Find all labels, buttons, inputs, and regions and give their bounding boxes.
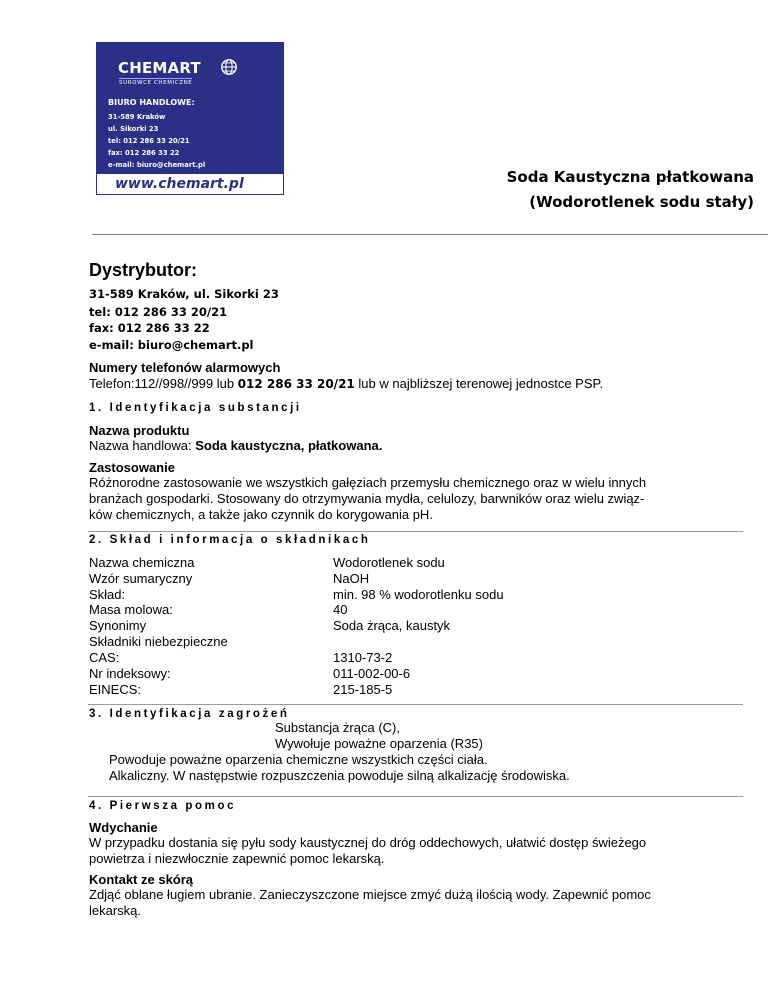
composition-value: Soda żrąca, kaustyk: [333, 618, 451, 633]
composition-value: min. 98 % wodorotlenku sodu: [333, 587, 504, 602]
use-heading: Zastosowanie: [89, 460, 175, 475]
product-name-heading: Nazwa produktu: [89, 423, 190, 438]
composition-value: NaOH: [333, 571, 370, 586]
emergency-phone: 012 286 33 20/21: [237, 377, 355, 391]
document-title: Soda Kaustyczna płatkowana: [506, 168, 754, 186]
composition-label: Skład:: [89, 587, 126, 602]
logo-office-title: BIURO HANDLOWE:: [108, 98, 195, 107]
section-divider: [88, 796, 743, 797]
composition-label: Nr indeksowy:: [89, 666, 171, 681]
globe-icon: [220, 58, 238, 76]
section-3-heading: 3. Identyfikacja zagrożeń: [89, 708, 290, 720]
section-4-heading: 4. Pierwsza pomoc: [89, 800, 237, 812]
composition-label: Wzór sumaryczny: [89, 571, 193, 586]
composition-label: CAS:: [89, 650, 120, 665]
inhalation-text-line: W przypadku dostania się pyłu sody kaustycznej do dróg oddechowych, ułatwić dostęp świeżego: [89, 835, 647, 850]
skin-contact-text-line: lekarską.: [89, 903, 142, 918]
distributor-email: e-mail: biuro@chemart.pl: [89, 338, 254, 352]
section-1-heading: 1. Identyfikacja substancji: [89, 402, 302, 414]
hazard-line: Substancja żrąca (C),: [275, 720, 400, 735]
skin-contact-text-line: Zdjąć oblane ługiem ubranie. Zanieczyszczone miejsce zmyć dużą ilością wody. Zapewnić pomoc: [89, 887, 651, 902]
composition-value: 215-185-5: [333, 682, 393, 697]
document-subtitle: (Wodorotlenek sodu stały): [529, 193, 754, 211]
composition-label: Masa molowa:: [89, 602, 173, 617]
composition-value: 40: [333, 602, 348, 617]
hazard-line: Powoduje poważne oparzenia chemiczne wszystkich części ciała.: [109, 752, 488, 767]
distributor-heading: Dystrybutor:: [89, 260, 198, 280]
hazard-line: Wywołuje poważne oparzenia (R35): [275, 736, 483, 751]
logo-address-line: ul. Sikorki 23: [108, 125, 159, 133]
distributor-address: 31-589 Kraków, ul. Sikorki 23: [89, 287, 279, 301]
use-text-line: branżach gospodarki. Stosowany do otrzymywania mydła, celulozy, barwników oraz wielu związ-: [89, 491, 645, 506]
distributor-phone: tel: 012 286 33 20/21: [89, 305, 228, 319]
section-divider: [88, 704, 743, 705]
composition-label: EINECS:: [89, 682, 142, 697]
composition-value: 1310-73-2: [333, 650, 393, 665]
logo-brand: CHEMART: [118, 59, 201, 77]
header-divider: [92, 234, 768, 235]
inhalation-heading: Wdychanie: [89, 820, 158, 835]
logo-website: www.chemart.pl: [115, 176, 244, 192]
trade-name: Soda kaustyczna, płatkowana.: [195, 438, 383, 453]
use-text-line: ków chemicznych, a także jako czynnik do korygowania pH.: [89, 507, 433, 522]
composition-label: Nazwa chemiczna: [89, 555, 195, 570]
use-text-line: Różnorodne zastosowanie we wszystkich gałęziach przemysłu chemicznego oraz w wielu innych: [89, 475, 647, 490]
emergency-text: Telefon:112//998//999 lub 012 286 33 20/21 lub w najbliższej terenowej jednostce PSP.: [89, 376, 604, 391]
distributor-fax: fax: 012 286 33 22: [89, 321, 210, 335]
composition-label: Składniki niebezpieczne: [89, 634, 228, 649]
logo-address-line: tel: 012 286 33 20/21: [108, 137, 190, 145]
emergency-heading: Numery telefonów alarmowych: [89, 360, 281, 375]
trade-name-line: Nazwa handlowa: Soda kaustyczna, płatkowana.: [89, 438, 383, 453]
skin-contact-heading: Kontakt ze skórą: [89, 872, 194, 887]
company-logo: [96, 42, 284, 195]
inhalation-text-line: powietrza i niezwłocznie zapewnić pomoc lekarską.: [89, 851, 385, 866]
composition-value: 011-002-00-6: [333, 666, 411, 681]
logo-website-bar: [96, 173, 284, 195]
hazard-line: Alkaliczny. W następstwie rozpuszczenia powoduje silną alkalizację środowiska.: [109, 768, 570, 783]
logo-address-line: e-mail: biuro@chemart.pl: [108, 161, 206, 169]
logo-address-line: 31-589 Kraków: [108, 113, 166, 121]
logo-subtitle: SUROWCE CHEMICZNE: [119, 80, 193, 86]
logo-address-line: fax: 012 286 33 22: [108, 149, 180, 157]
composition-label: Synonimy: [89, 618, 147, 633]
composition-value: Wodorotlenek sodu: [333, 555, 445, 570]
section-divider: [88, 531, 743, 532]
section-2-heading: 2. Skład i informacja o składnikach: [89, 534, 371, 546]
